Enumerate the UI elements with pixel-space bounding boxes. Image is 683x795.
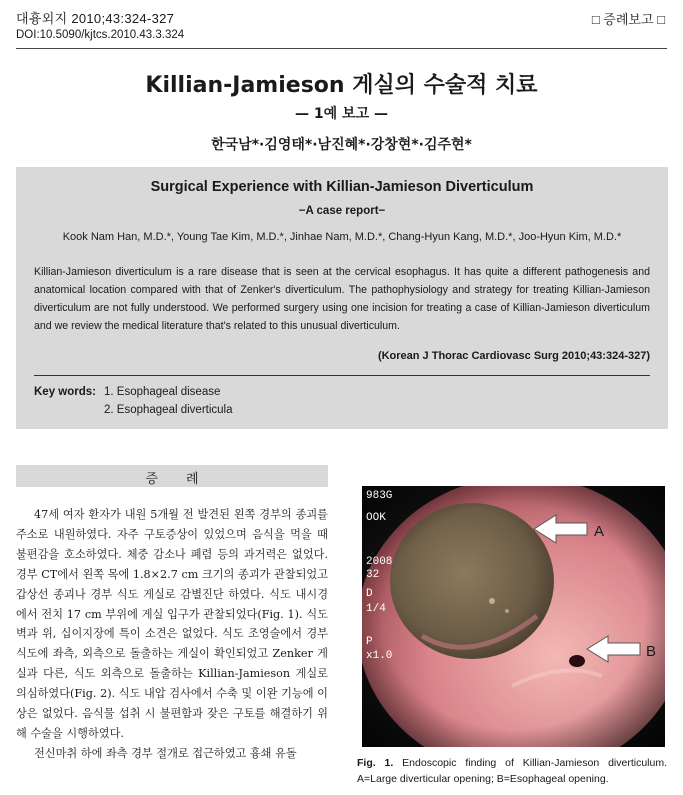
section-heading: 증례 [145, 472, 227, 487]
subtitle-korean: — 1예 보고 — [295, 106, 388, 122]
section-heading-bar [16, 465, 328, 487]
doi: DOI:10.5090/kjtcs.2010.43.3.324 [16, 29, 185, 41]
figure-caption [357, 755, 667, 787]
article-category: □ 증례보고 □ [591, 12, 665, 27]
figure-caption-text: Endoscopic finding of Killian-Jamieson diverticulum. A=Large diverticular opening; B=Esophageal opening. [357, 757, 667, 785]
keywords-label: Key words: [34, 386, 96, 398]
authors-english: Kook Nam Han, M.D.*, Young Tae Kim, M.D.*, Jinhae Nam, M.D.*, Chang-Hyun Kang, M.D.*, Joo-Hyun Kim, M.D.* [62, 231, 622, 243]
overlay-text: P [366, 636, 373, 648]
title-korean: Killian-Jamieson 게실의 수술적 치료 [145, 73, 538, 98]
arrow-a-label: A [594, 523, 605, 540]
overlay-text: 32 [366, 569, 380, 581]
subtitle-english: −A case report− [298, 205, 386, 217]
overlay-text: 2008 [366, 556, 393, 568]
keyword-item: 1. Esophageal disease [104, 386, 221, 398]
authors-korean: 한국남*·김영태*·남진혜*·강창현*·김주현* [211, 137, 472, 153]
title-english: Surgical Experience with Killian-Jamieson Diverticulum [150, 179, 534, 195]
journal-citation: 대흉외지 2010;43:324-327 [16, 11, 175, 26]
figure-caption-label: Fig. 1. [357, 757, 394, 769]
abstract-box [16, 167, 668, 429]
overlay-text: 1/4 [366, 603, 386, 615]
overlay-text: OOK [366, 512, 386, 524]
keyword-item: 2. Esophageal diverticula [104, 404, 233, 416]
journal-reference: (Korean J Thorac Cardiovasc Surg 2010;43:324-327) [377, 350, 650, 362]
abstract-text: Killian-Jamieson diverticulum is a rare disease that is seen at the cervical esophagus. It has quite a different pathogenesis and anatomical location compared with that of Zenker's diverticulum. The pathophysiology and strategy for treating Killian-Jamieson diverticulum are not fully understood. We performed surgery using one incision for treating a case of Killian-Jamieson diverticulum and we review the medical literature that's related to this unusual diverticulum. [34, 266, 650, 332]
abstract-divider [34, 375, 650, 376]
overlay-text: 983G [366, 490, 393, 502]
case-body [16, 505, 328, 764]
arrow-b-label: B [646, 643, 657, 660]
body-paragraph: 전신마취 하에 좌측 경부 절개로 접근하였고 흉쇄 유돌 [34, 746, 297, 760]
overlay-text: x1.0 [366, 650, 393, 662]
header-rule [16, 48, 667, 49]
overlay-text: D [366, 588, 373, 600]
endoscopy-image [362, 486, 665, 747]
body-paragraph: 47세 여자 환자가 내원 5개월 전 발견된 왼쪽 경부의 종괴를 주소로 내원하였다. 자주 구토증상이 있었으며 음식을 먹을 때 불편감을 호소하였다. 체중 감소나 폐렴 등의 과거력은 없었다. 경부 CT에서 왼쪽 목에 1.8×2.7 cm 크기의 종괴가 관찰되었고 갑상선 종괴나 경부 식도 게실로 감별진단 하였다. 식도 내시경에서 전치 17 cm 부위에 게실 입구가 관찰되었다(Fig. 1). 식도 벽과 위, 십이지장에 특이 소견은 없었다. 식도 조영술에서 경부식도에 좌측, 외측으로 돌출하는 게실이 확인되었고 Zenker 게실과 다른, 식도 외측으로 돌출하는 Killian-Jamieson 게실로 의심하였다(Fig. 2). 식도 내압 검사에서 수축 및 이완 기능에 이상은 없었다. 음식물 섭취 시 불편함과 잦은 구토를 해결하기 위해 수술을 시행하였다. [16, 508, 328, 740]
